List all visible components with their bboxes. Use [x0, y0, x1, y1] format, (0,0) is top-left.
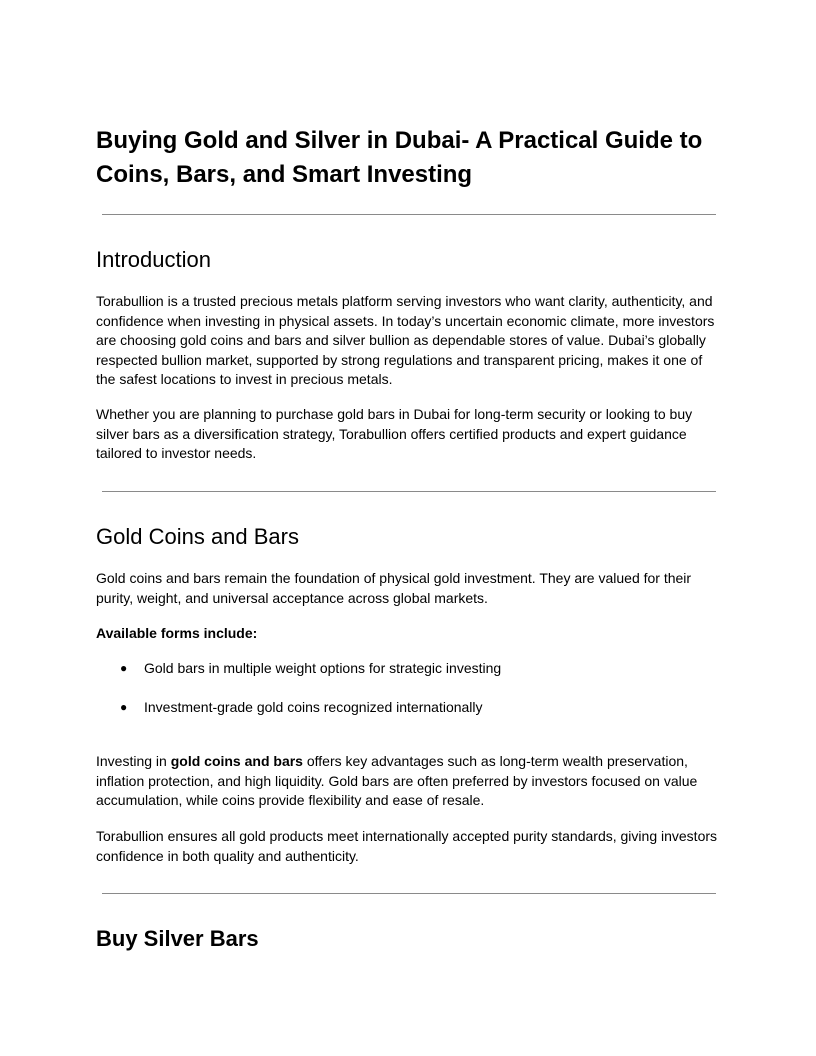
gold-paragraph-3-prefix: Investing in: [96, 753, 171, 769]
list-item-text: Gold bars in multiple weight options for strategic investing: [144, 660, 502, 676]
forms-label-text: Available forms include:: [96, 625, 258, 641]
forms-label: [96, 624, 720, 644]
bullet-icon: ●: [120, 700, 128, 714]
gold-section-heading: Gold Coins and Bars: [96, 524, 299, 549]
gold-paragraph-4: Torabullion ensures all gold products meet internationally accepted purity standards, giving investors confidence in both quality and authenticity.: [96, 828, 718, 864]
document-title: Buying Gold and Silver in Dubai- A Practical Guide to Coins, Bars, and Smart Investing: [96, 127, 703, 188]
bullet-icon: ●: [120, 661, 128, 675]
divider-2: [102, 491, 716, 492]
gold-coins-bars-bold: gold coins and bars: [170, 753, 303, 769]
introduction-heading: Introduction: [96, 247, 211, 272]
introduction-paragraph-2: Whether you are planning to purchase gold bars in Dubai for long-term security or looking to buy silver bars as a diversification strategy, Torabullion offers certified products and expert guidance tailored to investor needs.: [96, 406, 693, 461]
gold-paragraph-1: Gold coins and bars remain the foundation of physical gold investment. They are valued for their purity, weight, and universal acceptance across global markets.: [96, 570, 692, 606]
list-item-text: Investment-grade gold coins recognized internationally: [144, 699, 483, 715]
silver-section-heading: Buy Silver Bars: [96, 926, 259, 951]
gold-paragraph-3-suffix: offers key advantages such as long-term wealth preservation, inflation protection, and high liquidity. Gold bars are often preferred by investors focused on value accumulation, while coins provide flexibility and ease of resale.: [96, 753, 698, 808]
divider-3: [102, 893, 716, 894]
divider-1: [102, 214, 716, 215]
introduction-paragraph-1: Torabullion is a trusted precious metals platform serving investors who want clarity, authenticity, and confidence when investing in physical assets. In today’s uncertain economic climate, more investors are choosing gold coins and bars and silver bullion as dependable stores of value. Dubai’s globally respected bullion market, supported by strong regulations and transparent pricing, makes it one of the safest locations to invest in precious metals.: [96, 293, 715, 387]
gold-paragraph-3: [96, 752, 720, 811]
